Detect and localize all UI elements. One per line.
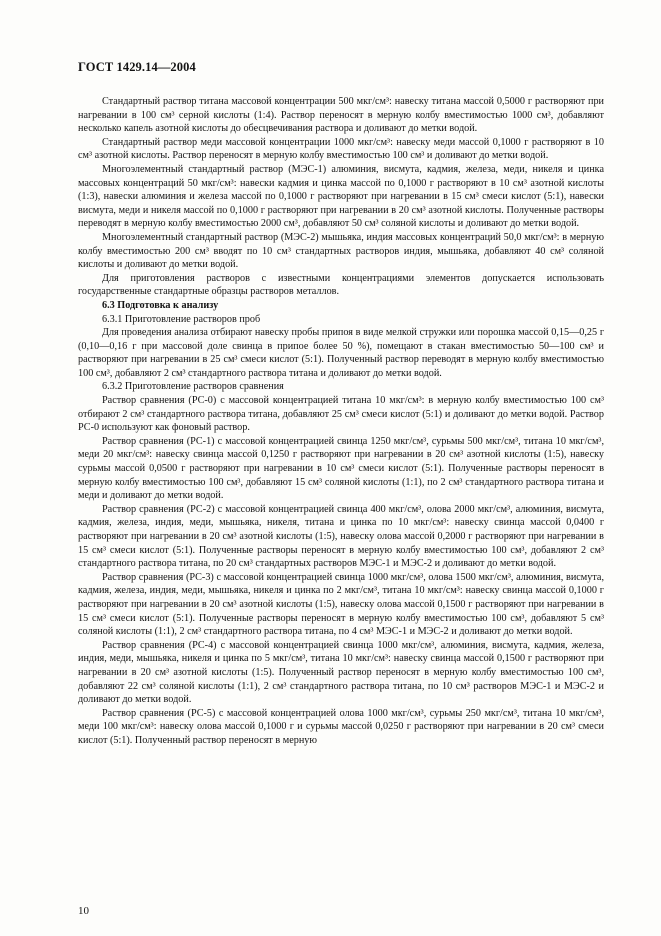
subsection-heading-6-3-2: 6.3.2 Приготовление растворов сравнения — [102, 381, 284, 393]
document-body — [78, 95, 604, 748]
paragraph-rs2: Раствор сравнения (РС-2) с массовой концентрацией свинца 400 мкг/см³, олова 2000 мкг/см³, алюминия, висмута, кадмия, железа, индия, меди, мышьяка, никеля, титана и цинка по 10 мкг/см³: навеску свинца массой 0,0400 г растворяют при нагревании в 20 см³ азотной кислоты (1:5), навеску олова массой 0,2000 г растворяют при нагревании в 15 см³ смеси кислот (5:1). Полученные растворы переносят в мерную колбу вместимостью 100 см³, добавляют 2 см³ стандартного раствора титана, по 20 см³ стандартных растворов МЭС-1 и МЭС-2 и доливают до метки водой. — [78, 503, 604, 570]
section-heading-6-3: 6.3 Подготовка к анализу — [102, 299, 219, 311]
page-header: ГОСТ 1429.14—2004 — [78, 60, 196, 74]
paragraph-mes2: Многоэлементный стандартный раствор (МЭС-2) мышьяка, индия массовых концентраций 50,0 мкг/см³: в мерную колбу вместимостью 200 см³ вводят по 10 см³ стандартных растворов индия, мышьяка, добавляют 40 см³ соляной кислоты и доливают до метки водой. — [78, 231, 604, 271]
paragraph-rs4: Раствор сравнения (РС-4) с массовой концентрацией свинца 1000 мкг/см³, алюминия, висмута, кадмия, железа, индия, меди, мышьяка, никеля и цинка по 5 мкг/см³, титана 10 мкг/см³: навеску свинца массой 0,1500 г растворяют при нагревании в 20 см³ азотной кислоты (1:5). Полученный раствор переносят в мерную колбу вместимостью 100 см³, добавляют 22 см³ соляной кислоты (1:1), 2 см³ стандартного раствора титана, по 10 см³ растворов МЭС-1 и МЭС-2 и доливают до метки водой. — [78, 639, 604, 706]
paragraph-mes1: Многоэлементный стандартный раствор (МЭС-1) алюминия, висмута, кадмия, железа, меди, никеля и цинка массовых концентраций 50 мкг/см³: навески кадмия и цинка массой по 0,1000 г растворяют в 10 см³ азотной кислоты (1:3), навески алюминия и железа массой по 0,1000 г растворяют при нагревании в 15 см³ смеси кислот (5:1), навески висмута, меди и никеля массой по 0,1000 г растворяют при нагревании в 20 см³ азотной кислоты. Полученные растворы переводят в мерную колбу вместимостью 2000 см³, добавляют 50 см³ соляной кислоты и доливают до метки водой. — [78, 163, 604, 230]
paragraph-rs5: Раствор сравнения (РС-5) с массовой концентрацией олова 1000 мкг/см³, сурьмы 250 мкг/см³, титана 10 мкг/см³, меди 100 мкг/см³: навеску олова массой 0,1000 г и сурьмы массой 0,0250 г растворяют при нагревании в 20 см³ смеси кислот (5:1). Полученный раствор переносят в мерную — [78, 707, 604, 746]
page-number: 10 — [78, 905, 89, 917]
subsection-heading-6-3-1: 6.3.1 Приготовление растворов проб — [102, 313, 261, 325]
paragraph-rs1: Раствор сравнения (РС-1) с массовой концентрацией свинца 1250 мкг/см³, сурьмы 500 мкг/см³, титана 10 мкг/см³, меди 20 мкг/см³: навеску свинца массой 0,1250 г растворяют при нагревании в 20 см³ азотной кислоты (1:5), навеску сурьмы массой 0,0500 г растворяют при нагревании в 10 см³ смеси кислот (5:1). Полученные растворы переносят в мерную колбу вместимостью 100 см³, добавляют 15 см³ соляной кислоты (1:1), по 2 см³ стандартного раствора титана и меди и доливают до метки водой. — [78, 435, 604, 502]
paragraph-copper-standard: Стандартный раствор меди массовой концентрации 1000 мкг/см³: навеску меди массой 0,1000 г растворяют в 10 см³ азотной кислоты. Раствор переносят в мерную колбу вместимостью 100 см³ и доливают до метки водой. — [78, 136, 604, 162]
paragraph-gso-note: Для приготовления растворов с известными концентрациями элементов допускается использовать государственные стандартные образцы растворов металлов. — [78, 272, 604, 298]
paragraph-titanium-standard: Стандартный раствор титана массовой концентрации 500 мкг/см³: навеску титана массой 0,5000 г растворяют при нагревании в 100 см³ серной кислоты (1:4). Раствор переносят в мерную колбу вместимостью 1000 см³, добавляют несколько капель азотной кислоты до обесцвечивания раствора и доливают до метки водой. — [78, 96, 604, 135]
paragraph-rs3: Раствор сравнения (РС-3) с массовой концентрацией свинца 1000 мкг/см³, олова 1500 мкг/см³, алюминия, висмута, кадмия, железа, индия, меди, мышьяка, никеля и цинка по 2 мкг/см³, титана 10 мкг/см³: навеску свинца массой 0,1000 г растворяют при нагревании в 20 см³ азотной кислоты (1:5), навеску олова массой 0,1500 г растворяют при нагревании в 15 см³ смеси кислот (5:1). Полученные растворы переносят в мерную колбу вместимостью 100 см³, добавляют 5 см³ соляной кислоты (1:1), 2 см³ стандартного раствора титана, по 4 см³ МЭС-1 и МЭС-2 и доливают до метки водой. — [78, 571, 604, 638]
paragraph-rs0: Раствор сравнения (РС-0) с массовой концентрацией титана 10 мкг/см³: в мерную колбу вместимостью 100 см³ отбирают 2 см³ стандартного раствора титана, добавляют 25 см³ смеси кислот (5:1) и доливают до метки водой. Раствор РС-0 используют как фоновый раствор. — [78, 395, 604, 434]
paragraph-sample-prep: Для проведения анализа отбирают навеску пробы припоя в виде мелкой стружки или порошка массой 0,15—0,25 г (0,10—0,16 г при массовой доле свинца в припое более 50 %), помещают в стакан вместимостью 50—100 см³ и растворяют при нагревании в 25 см³ смеси кислот (5:1). Полученный раствор переводят в мерную колбу вместимостью 100 см³, добавляют 2 см³ стандартного раствора титана и доливают до метки водой. — [78, 327, 604, 379]
